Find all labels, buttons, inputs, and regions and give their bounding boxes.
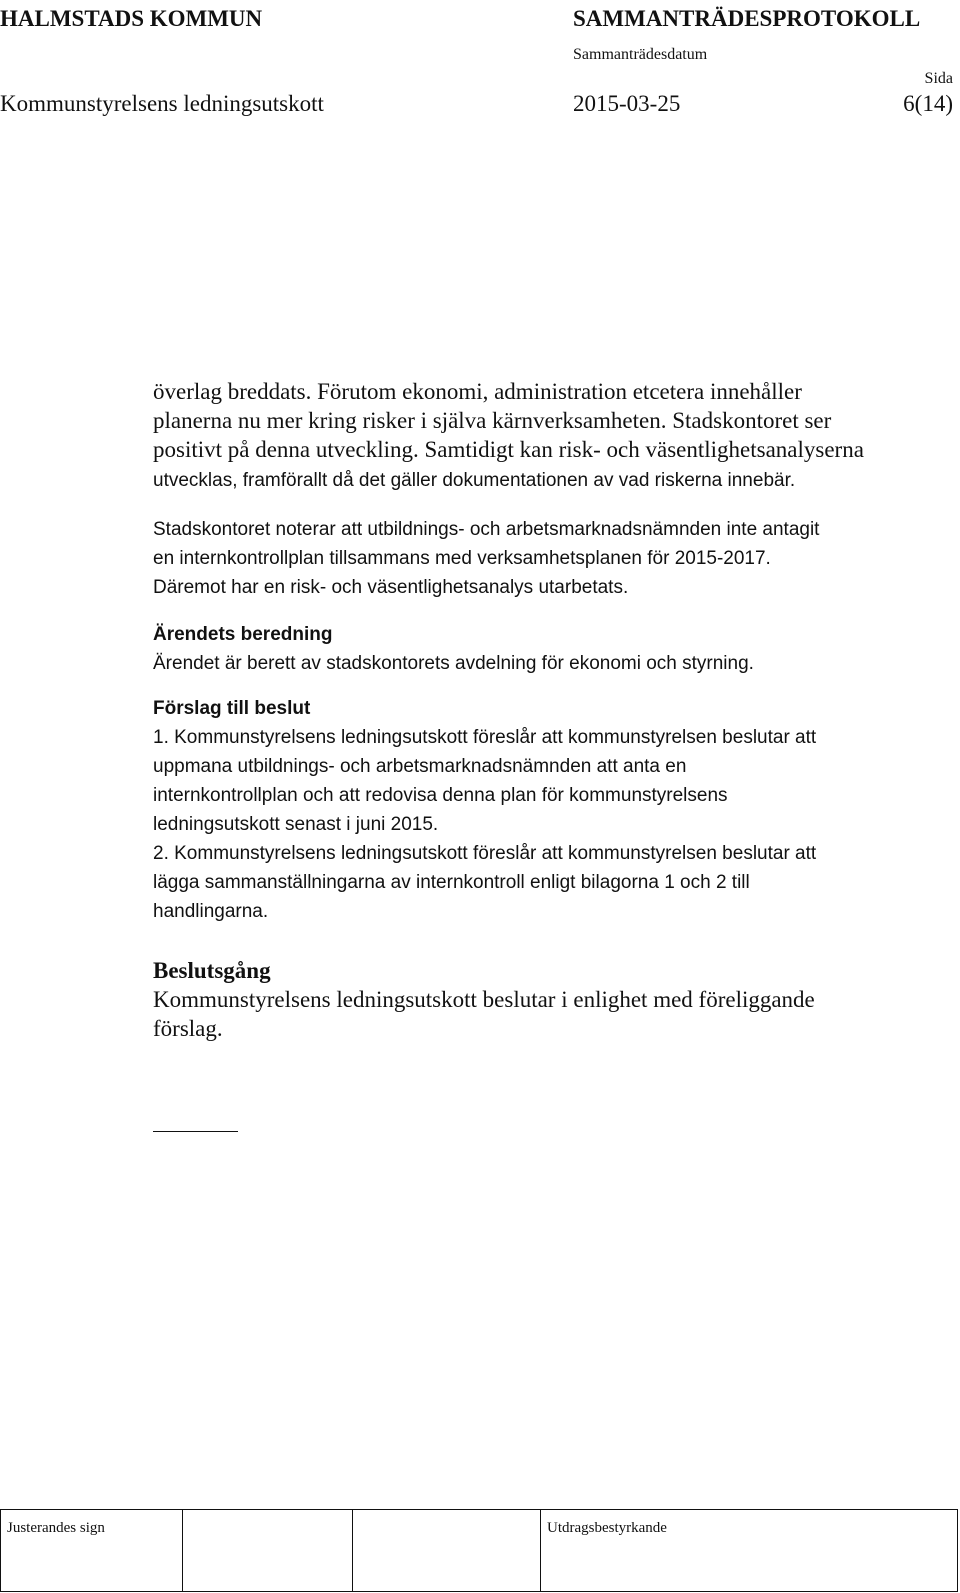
text-line: Kommunstyrelsens ledningsutskott beslutar i enlighet med föreliggande: [153, 987, 815, 1012]
text-line: en internkontrollplan tillsammans med verksamhetsplanen för 2015-2017.: [153, 548, 771, 569]
text-line: Däremot har en risk- och väsentlighetsanalys utarbetats.: [153, 577, 629, 598]
preparation-heading: Ärendets beredning: [153, 624, 333, 645]
document-type: SAMMANTRÄDESPROTOKOLL: [573, 6, 921, 31]
page-number: 6(14): [903, 91, 953, 116]
document-body: [153, 377, 953, 1043]
decision-heading: Beslutsgång: [153, 958, 271, 983]
proposal-line: uppmana utbildnings- och arbetsmarknadsnämnden att anta en: [153, 756, 687, 777]
text-line: positivt på denna utveckling. Samtidigt kan risk- och väsentlighetsanalyserna: [153, 437, 864, 462]
meeting-date: 2015-03-25: [573, 91, 681, 116]
preparation-text: Ärendet är berett av stadskontorets avdelning för ekonomi och styrning.: [153, 653, 754, 674]
proposal-line: handlingarna.: [153, 901, 269, 922]
end-of-section-rule: [153, 1131, 238, 1132]
preparation-section: [153, 620, 953, 678]
page-label: Sida: [924, 70, 953, 87]
intro-paragraph: [153, 377, 953, 495]
note-paragraph: [153, 515, 953, 602]
text-line: Stadskontoret noterar att utbildnings- och arbetsmarknadsnämnden inte antagit: [153, 519, 820, 540]
proposal-line: ledningsutskott senast i juni 2015.: [153, 814, 439, 835]
extract-cell: [541, 1510, 957, 1591]
organization-name: HALMSTADS KOMMUN: [0, 6, 263, 31]
text-line: överlag breddats. Förutom ekonomi, administration etcetera innehåller: [153, 379, 802, 404]
extract-label: Utdragsbestyrkande: [547, 1520, 667, 1536]
text-line: förslag.: [153, 1016, 223, 1041]
committee-name: Kommunstyrelsens ledningsutskott: [0, 91, 324, 116]
text-line: planerna nu mer kring risker i själva kärnverksamheten. Stadskontoret ser: [153, 408, 832, 433]
signature-cell: [1, 1510, 183, 1591]
proposal-heading: Förslag till beslut: [153, 698, 311, 719]
proposal-line: 1. Kommunstyrelsens ledningsutskott föreslår att kommunstyrelsen beslutar att: [153, 727, 817, 748]
proposal-line: lägga sammanställningarna av internkontroll enligt bilagorna 1 och 2 till: [153, 872, 750, 893]
decision-text: [153, 985, 953, 1043]
signature-label: Justerandes sign: [7, 1520, 105, 1536]
decision-section: [153, 956, 953, 1043]
signature-cell: [183, 1510, 353, 1591]
meeting-date-label: Sammanträdesdatum: [573, 46, 708, 63]
proposal-line: internkontrollplan och att redovisa denna plan för kommunstyrelsens: [153, 785, 728, 806]
signature-table: [0, 1509, 958, 1592]
proposal-list: [153, 723, 953, 926]
proposal-line: 2. Kommunstyrelsens ledningsutskott föreslår att kommunstyrelsen beslutar att: [153, 843, 817, 864]
signature-cell: [353, 1510, 541, 1591]
proposal-section: [153, 694, 953, 926]
text-line: utvecklas, framförallt då det gäller dokumentationen av vad riskerna innebär.: [153, 470, 796, 491]
